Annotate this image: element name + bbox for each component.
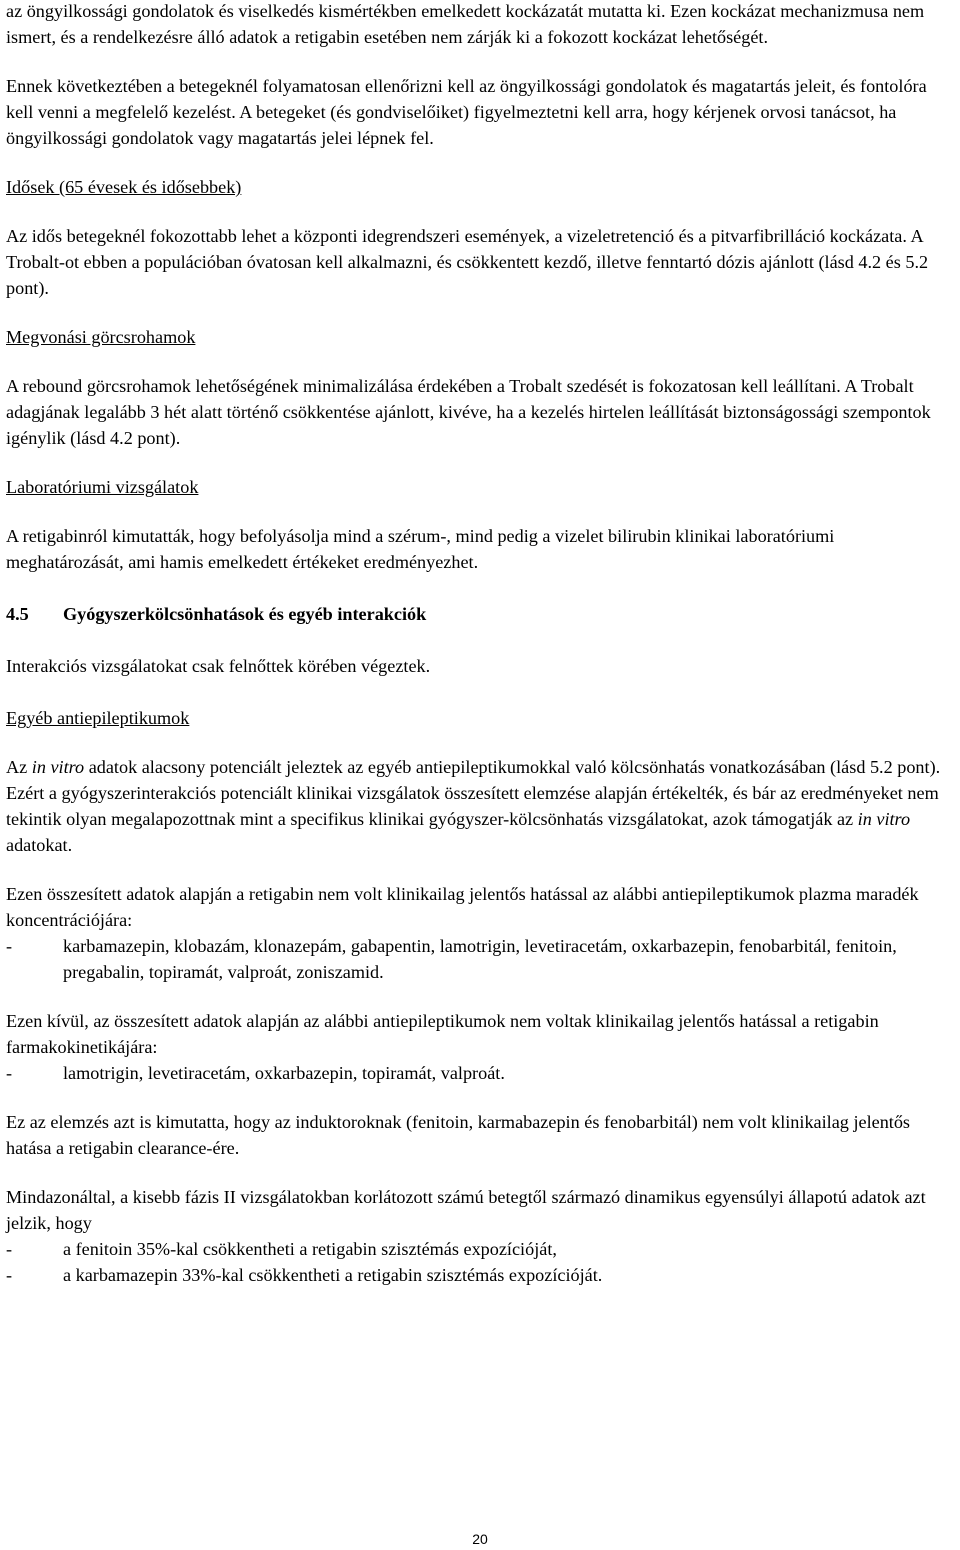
list-item: - a karbamazepin 33%-kal csökkentheti a retigabin szisztémás expozícióját. [6, 1265, 603, 1285]
paragraph-laboratory-tests: A retigabinról kimutatták, hogy befolyásolja mind a szérum-, mind pedig a vizelet bilirubin klinikai laboratóriumi meghatározását, ami hamis emelkedett értékeket eredményezhet. [6, 526, 835, 572]
paragraph-suicidality-risk: az öngyilkossági gondolatok és viselkedés kismértékben emelkedett kockázatát mutatta ki. Ezen kockázat mechanizmusa nem ismert, és a rendelkezésre álló adatok a retigabin esetében nem zárják ki a fokozott kockázat lehetőségét. [6, 1, 925, 47]
document-page [6, 0, 956, 1288]
paragraph-inducers: Ez az elemzés azt is kimutatta, hogy az induktoroknak (fenitoin, karmabazepin és fenobarbitál) nem volt klinikailag jelentős hatása a retigabin clearance-ére. [6, 1112, 911, 1158]
paragraph-monitoring: Ennek következtében a betegeknél folyamatosan ellenőrizni kell az öngyilkossági gondolatok és magatartás jeleit, és fontolóra kell venni a megfelelő kezelést. A betegeket (és gondviselőiket) figyelmeztetni kell arra, hogy kérjenek orvosi tanácsot, ha öngyilkossági gondolatok vagy magatartás jelei lépnek fel. [6, 76, 927, 148]
list-item: - lamotrigin, levetiracetám, oxkarbazepin, topiramát, valproát. [6, 1063, 505, 1083]
in-vitro-term: in vitro [31, 757, 85, 777]
paragraph-interaction-studies: Interakciós vizsgálatokat csak felnőttek körében végeztek. [6, 656, 431, 676]
list-item: - karbamazepin, klobazám, klonazepám, gabapentin, lamotrigin, levetiracetám, oxkarbazepin, fenobarbitál, fenitoin, pregabalin, topiramát, valproát, zoniszamid. [6, 936, 897, 982]
paragraph-elderly: Az idős betegeknél fokozottabb lehet a központi idegrendszeri események, a vizeletretenció és a pitvarfibrilláció kockázata. A Trobalt-ot ebben a populációban óvatosan kell alkalmazni, és csökkentett kezdő, illetve fenntartó dózis ajánlott (lásd 4.2 és 5.2 pont). [6, 226, 929, 298]
drug-list-1 [6, 933, 956, 985]
paragraph-phase-2: Mindazonáltal, a kisebb fázis II vizsgálatokban korlátozott számú betegtől származó dinamikus egyensúlyi állapotú adatok azt jelzik, hogy [6, 1187, 926, 1233]
page-number: 20 [472, 1531, 488, 1547]
paragraph-in-vitro: Az in vitro adatok alacsony potenciált jeleztek az egyéb antiepileptikumokkal való kölcsönhatás vonatkozásában (lásd 5.2 pont). Ezért a gyógyszerinterakciós potenciált klinikai vizsgálatok összesített elemzése alapján értékelték, és bár az eredményeket nem tekintik olyan megalapozottnak mint a specifikus klinikai gyógyszer-kölcsönhatás vizsgálatokat, azok támogatják az in vitro adatokat. [6, 757, 941, 855]
drug-list-2 [6, 1060, 956, 1086]
in-vitro-term: in vitro [857, 809, 911, 829]
heading-withdrawal-seizures: Megvonási görcsrohamok [6, 327, 196, 347]
paragraph-pooled-data-1: Ezen összesített adatok alapján a retigabin nem volt klinikailag jelentős hatással az alábbi antiepileptikumok plazma maradék koncentrációjára: [6, 884, 919, 930]
paragraph-withdrawal-seizures: A rebound görcsrohamok lehetőségének minimalizálása érdekében a Trobalt szedését is fokozatosan kell leállítani. A Trobalt adagjának legalább 3 hét alatt történő csökkentése ajánlott, kivéve, ha a kezelés hirtelen leállítását biztonságossági szempontok igénylik (lásd 4.2 pont). [6, 376, 931, 448]
heading-other-antiepileptics: Egyéb antiepileptikumok [6, 708, 190, 728]
section-title-4-5 [6, 601, 956, 627]
list-item: - a fenitoin 35%-kal csökkentheti a retigabin szisztémás expozícióját, [6, 1239, 557, 1259]
paragraph-pooled-data-2: Ezen kívül, az összesített adatok alapján az alábbi antiepileptikumok nem voltak klinikailag jelentős hatással a retigabin farmakokinetikájára: [6, 1011, 879, 1057]
heading-laboratory-tests: Laboratóriumi vizsgálatok [6, 477, 199, 497]
exposure-list [6, 1236, 956, 1288]
section-title-text: Gyógyszerkölcsönhatások és egyéb interakciók [63, 604, 427, 624]
heading-elderly: Idősek (65 évesek és idősebbek) [6, 177, 242, 197]
section-number: 4.5 [6, 604, 29, 624]
